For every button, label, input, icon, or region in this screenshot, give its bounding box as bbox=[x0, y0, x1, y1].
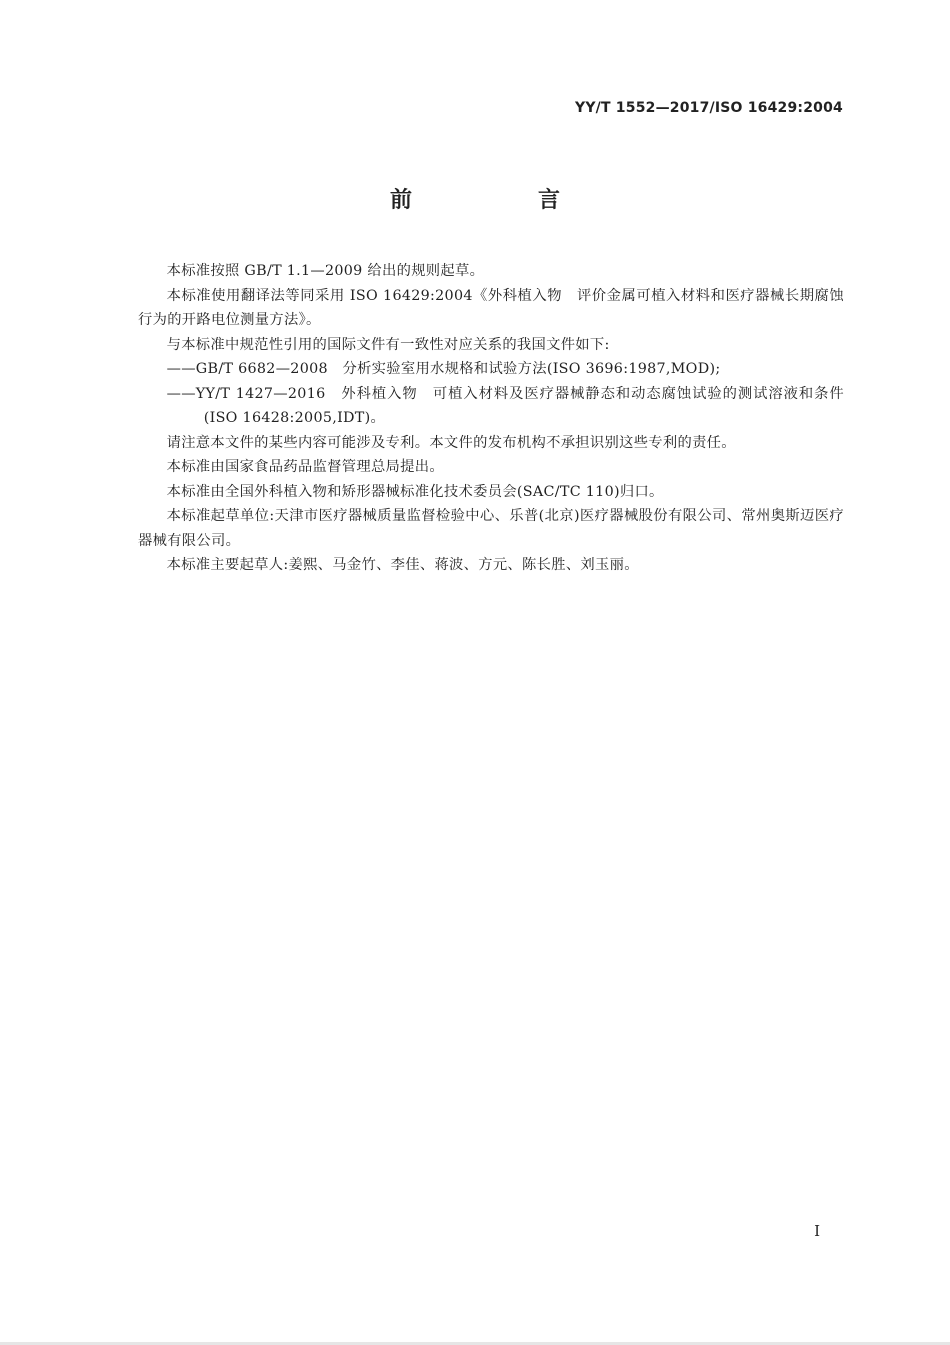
page-title: 前 言 bbox=[389, 188, 612, 213]
paragraph-drafting-units: 本标准起草单位:天津市医疗器械质量监督检验中心、乐普(北京)医疗器械股份有限公司、常州奥斯迈医疗器械有限公司。 bbox=[138, 508, 844, 549]
page-number: I bbox=[814, 1222, 820, 1240]
paragraph-proposed-by: 本标准由国家食品药品监督管理总局提出。 bbox=[166, 459, 444, 475]
reference-item-yyt1427: ——YY/T 1427—2016 外科植入物 可植入材料及医疗器械静态和动态腐蚀试验的测试溶液和条件(ISO 16428:2005,IDT)。 bbox=[166, 385, 844, 426]
paragraph-adoption: 本标准使用翻译法等同采用 ISO 16429:2004《外科植入物 评价金属可植入材料和医疗器械长期腐蚀行为的开路电位测量方法》。 bbox=[138, 287, 844, 328]
paragraph-drafters: 本标准主要起草人:姜熙、马金竹、李佳、蒋波、方元、陈长胜、刘玉丽。 bbox=[166, 557, 639, 573]
reference-item-gbt6682: ——GB/T 6682—2008 分析实验室用水规格和试验方法(ISO 3696:1987,MOD); bbox=[166, 361, 721, 377]
paragraph-reference-intro: 与本标准中规范性引用的国际文件有一致性对应关系的我国文件如下: bbox=[166, 336, 610, 353]
paragraph-patent-notice: 请注意本文件的某些内容可能涉及专利。本文件的发布机构不承担识别这些专利的责任。 bbox=[166, 434, 736, 451]
foreword-content bbox=[138, 259, 844, 578]
standard-code: YY/T 1552—2017/ISO 16429:2004 bbox=[575, 100, 843, 116]
paragraph-drafting-rules: 本标准按照 GB/T 1.1—2009 给出的规则起草。 bbox=[166, 263, 485, 279]
paragraph-under-jurisdiction: 本标准由全国外科植入物和矫形器械标准化技术委员会(SAC/TC 110)归口。 bbox=[166, 483, 664, 500]
